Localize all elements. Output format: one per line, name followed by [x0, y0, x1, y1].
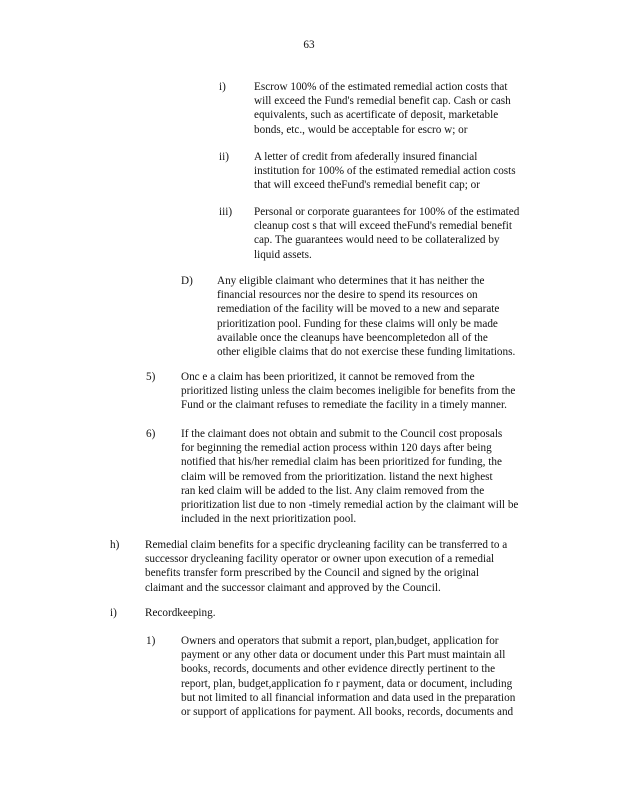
item-label: i) [219, 81, 226, 93]
item-label: ii) [219, 151, 229, 163]
item-label: D) [181, 275, 193, 287]
item-label: 6) [146, 428, 156, 440]
item-label: i) [110, 607, 117, 619]
item-text: Escrow 100% of the estimated remedial action costs that will exceed the Fund's remedial benefit cap. Cash or cash equivalents, such as acertificate of deposit, marketable bonds, etc., would be acceptable for escro w; or [254, 81, 511, 136]
item-text: Onc e a claim has been prioritized, it cannot be removed from the prioritized listing unless the claim becomes ineligible for benefits from the Fund or the claimant refuses to remediate the facility in a timely manner. [181, 371, 516, 412]
item-label: 5) [146, 371, 156, 383]
item-label: 1) [146, 635, 156, 647]
item-label: iii) [219, 206, 233, 218]
page-number: 63 [303, 39, 315, 51]
item-text: Owners and operators that submit a report, plan,budget, application for payment or any other data or document under this Part must maintain all books, records, documents and other evidence directly pertinent to the report, plan, budget,application fo r payment, data or document, including but not limited to all financial information and data used in the preparation or support of applications for payment. All books, records, documents and [181, 635, 516, 719]
item-text: A letter of credit from afederally insured financial institution for 100% of the estimated remedial action costs that will exceed theFund's remedial benefit cap; or [254, 151, 516, 192]
section-heading: Recordkeeping. [145, 607, 216, 619]
item-text: Any eligible claimant who determines that it has neither the financial resources nor the desire to spend its resources on remediation of the facility will be moved to a new and separate prioritization pool. Funding for these claims will only be made available once the cleanups have beencompletedon all of the other eligible claims that do not exercise these funding limitations. [217, 275, 516, 359]
item-label: h) [110, 539, 120, 551]
item-text: If the claimant does not obtain and submit to the Council cost proposals for beginning the remedial action process within 120 days after being notified that his/her remedial claim has been prioritized for funding, the claim will be removed from the prioritization. listand the next highest ran ked claim will be added to the list. Any claim removed from the prioritization list due to non -timely remedial action by the claimant will be included in the next prioritization pool. [181, 428, 519, 526]
item-text: Remedial claim benefits for a specific drycleaning facility can be transferred to a successor drycleaning facility operator or owner upon execution of a remedial benefits transfer form prescribed by the Council and signed by the original claimant and the successor claimant and approved by the Council. [145, 539, 508, 594]
item-text: Personal or corporate guarantees for 100% of the estimated cleanup cost s that will exceed theFund's remedial benefit cap. The guarantees would need to be collateralized by liquid assets. [254, 206, 520, 261]
